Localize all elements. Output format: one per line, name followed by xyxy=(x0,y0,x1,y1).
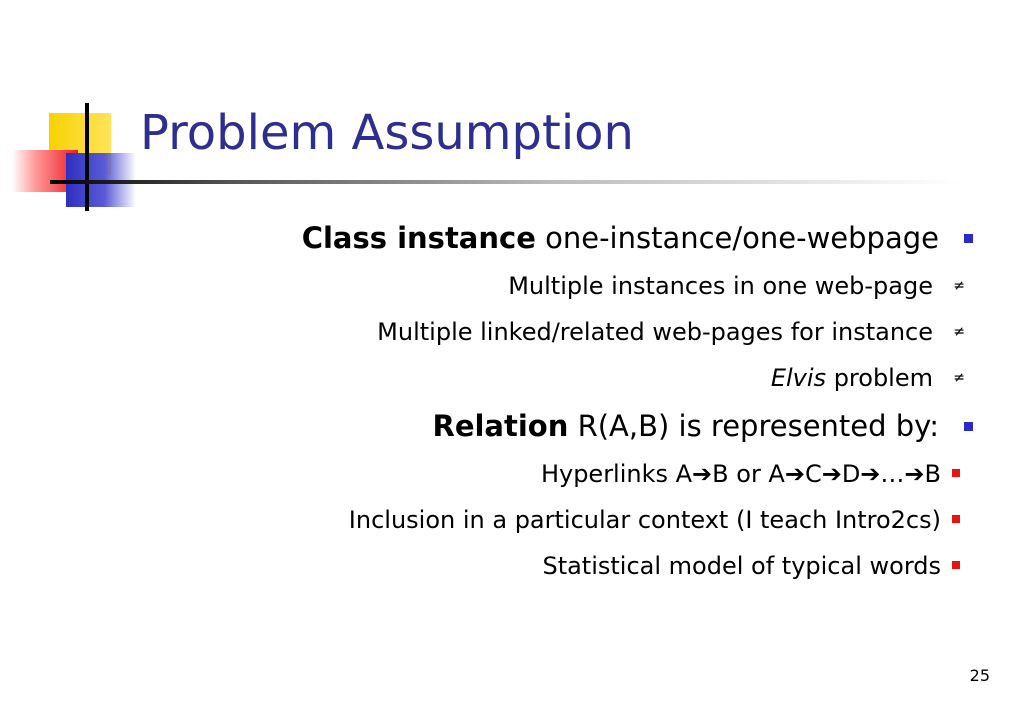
sub-bullet xyxy=(63,543,963,589)
bullet-text: one-instance/one-webpage xyxy=(545,221,939,255)
sub-bullet xyxy=(63,309,963,355)
not-equal-icon: ≠ xyxy=(953,324,965,340)
sub-bullet xyxy=(63,355,963,401)
square-bullet-icon xyxy=(964,234,973,243)
slide-title: Problem Assumption xyxy=(140,105,634,161)
page-number: 25 xyxy=(969,666,990,685)
bullet-class-instance xyxy=(63,213,963,263)
bullet-relation xyxy=(63,401,963,451)
square-bullet-icon xyxy=(952,561,960,569)
bullet-keyword: Class instance xyxy=(301,221,536,255)
bullet-keyword: Relation xyxy=(432,409,569,443)
sub-bullet-text: Multiple instances in one web-page xyxy=(508,272,933,300)
sub-bullet xyxy=(63,497,963,543)
bullet-text: R(A,B) is represented by: xyxy=(577,409,939,443)
sub-bullet-text: Inclusion in a particular context (I teach Intro2cs) xyxy=(348,506,941,534)
logo-vertical-line xyxy=(85,103,89,211)
sub-bullet-text: Multiple linked/related web-pages for instance xyxy=(377,318,933,346)
not-equal-icon: ≠ xyxy=(953,370,965,386)
sub-bullet-italic: Elvis xyxy=(770,364,827,392)
square-bullet-icon xyxy=(952,469,960,477)
not-equal-icon: ≠ xyxy=(953,278,965,294)
square-bullet-icon xyxy=(952,515,960,523)
sub-bullet-text: Hyperlinks A➔B or A➔C➔D➔…➔B xyxy=(540,460,941,488)
square-bullet-icon xyxy=(964,422,973,431)
sub-bullet-text: problem xyxy=(833,364,933,392)
sub-bullet xyxy=(63,263,963,309)
sub-bullet-text: Statistical model of typical words xyxy=(542,552,941,580)
bullet-list xyxy=(63,213,963,589)
decorative-logo xyxy=(0,0,160,220)
sub-bullet xyxy=(63,451,963,497)
title-underline xyxy=(50,180,960,184)
